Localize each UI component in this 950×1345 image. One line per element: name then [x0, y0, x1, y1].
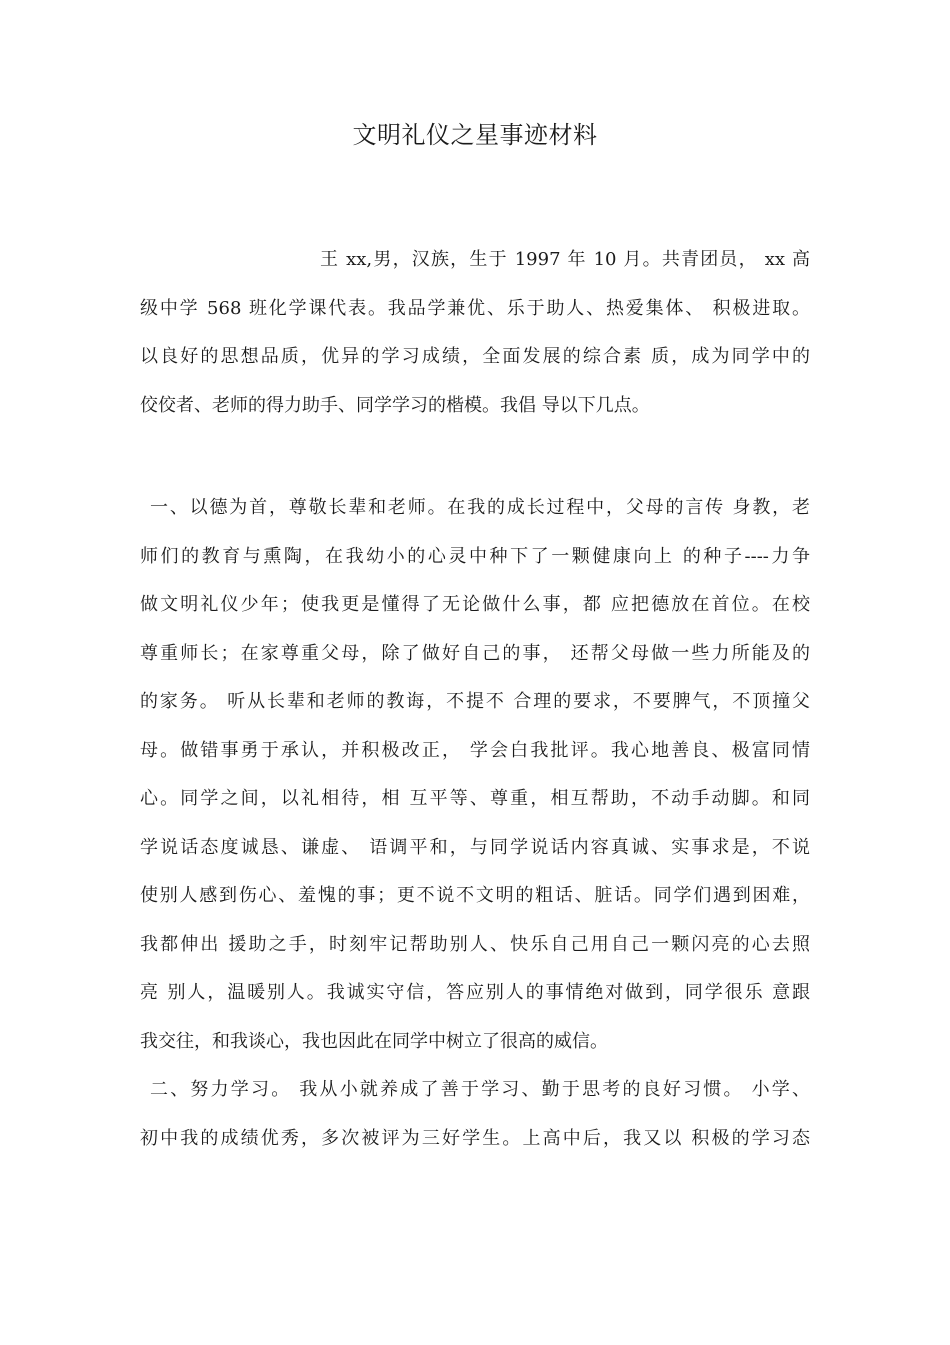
section-1-line: 使别人感到伤心、羞愧的事；更不说不文明的粗话、脏话。同学们遇到困难，: [140, 885, 810, 906]
section-1-line: 做文明礼仪少年；使我更是懂得了无论做什么事，都 应把德放在首位。在校: [140, 594, 810, 615]
section-1-line: 我都伸出 援助之手，时刻牢记帮助别人、快乐自己用自己一颗闪亮的心去照: [140, 933, 810, 955]
section-2-line: 二、努力学习。 我从小就养成了善于学习、勤于思考的良好习惯。 小学、: [150, 1079, 810, 1100]
section-1-line: 我交往，和我谈心，我也因此在同学中树立了很高的威信。: [140, 1030, 608, 1052]
section-1-line: 心。同学之间，以礼相待，相 互平等、尊重，相互帮助，不动手动脚。和同: [140, 788, 810, 809]
section-1-line: 尊重师长；在家尊重父母，除了做好自己的事， 还帮父母做一些力所能及的: [140, 642, 810, 664]
intro-line: 级中学 568 班化学课代表。我品学兼优、乐于助人、热爱集体、 积极进取。: [140, 297, 810, 319]
intro-line: 以良好的思想品质，优异的学习成绩，全面发展的综合素 质，成为同学中的: [140, 346, 810, 367]
section-1-line: 学说话态度诚恳、谦虚、 语调平和，与同学说话内容真诚、实事求是，不说: [140, 836, 810, 858]
document-title: 文明礼仪之星事迹材料: [352, 121, 598, 149]
section-1-line: 师们的教育与熏陶，在我幼小的心灵中种下了一颗健康向上 的种子----力争: [140, 545, 810, 567]
section-2-line: 初中我的成绩优秀，多次被评为三好学生。上高中后，我又以 积极的学习态: [140, 1127, 810, 1149]
section-1-line: 的家务。 听从长辈和老师的教诲，不提不 合理的要求，不要脾气，不顶撞父: [140, 691, 810, 712]
intro-paragraph: [140, 236, 810, 430]
intro-line: 王 xx,男，汉族，生于 1997 年 10 月。共青团员， xx 高: [320, 249, 810, 270]
section-1-paragraph: [140, 484, 810, 1163]
section-1-line: 亮 别人，温暖别人。我诚实守信，答应别人的事情绝对做到，同学很乐 意跟: [140, 982, 810, 1003]
section-1-line: 一、以德为首，尊敬长辈和老师。在我的成长过程中，父母的言传 身教，老: [150, 497, 810, 518]
section-1-line: 母。做错事勇于承认，并积极改正， 学会白我批评。我心地善良、极富同情: [140, 739, 810, 761]
intro-line: 佼佼者、老师的得力助手、同学学习的楷模。我倡 导以下几点。: [140, 394, 650, 416]
